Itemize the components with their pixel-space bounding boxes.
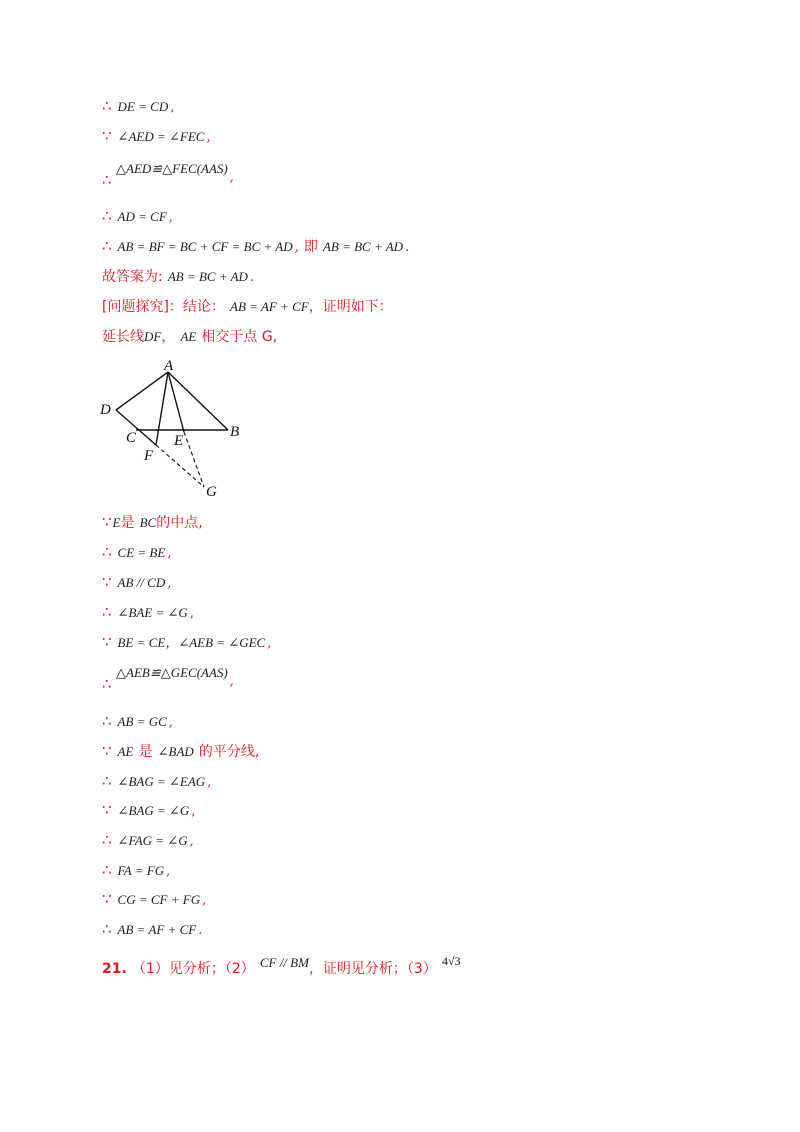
answer-math-1: CF // BM xyxy=(259,955,309,970)
math-expr: AB = GC xyxy=(117,714,167,729)
math-expr-2: AE xyxy=(180,329,197,344)
math-expr: ∠FAG = ∠G xyxy=(117,833,188,848)
line-10 xyxy=(102,542,171,562)
line-15 xyxy=(102,711,173,731)
section-heading: [问题探究]：结论： xyxy=(102,299,225,315)
label-g: G xyxy=(206,484,217,500)
therefore-symbol: ∴ xyxy=(102,237,112,255)
therefore-symbol: ∴ xyxy=(102,207,112,225)
line-5 xyxy=(102,236,409,256)
therefore-symbol: ∴ xyxy=(102,603,112,621)
punctuation: , xyxy=(267,636,272,651)
math-expr: CE = BE xyxy=(117,545,166,560)
label-d: D xyxy=(100,402,111,418)
geometry-figure xyxy=(96,352,266,502)
math-expr: ∠BAG = ∠EAG xyxy=(117,774,206,789)
line-4 xyxy=(102,206,173,226)
line-8 xyxy=(102,326,277,346)
question-number: 21. xyxy=(102,961,127,977)
line-11 xyxy=(102,572,171,592)
because-symbol: ∵ xyxy=(102,801,112,819)
punctuation: , xyxy=(189,834,194,849)
math-expr: ∠AED = ∠FEC xyxy=(117,129,205,144)
therefore-symbol: ∴ xyxy=(102,712,112,730)
therefore-symbol: ∴ xyxy=(102,543,112,561)
label-c: C xyxy=(126,430,137,446)
segment-af xyxy=(156,372,168,445)
math-expr: AB // CD xyxy=(117,575,166,590)
punctuation: , xyxy=(189,606,194,621)
punctuation-2: . xyxy=(405,240,410,255)
therefore-symbol: ∴ xyxy=(102,831,112,849)
text-after: ，证明如下： xyxy=(308,299,393,315)
therefore-symbol: ∴ xyxy=(102,861,112,879)
math-expr: FA = FG xyxy=(117,863,165,878)
line-7 xyxy=(102,296,393,316)
text-mid: 是 xyxy=(120,515,135,531)
because-symbol: ∵ xyxy=(102,890,112,908)
therefore-symbol: ∴ xyxy=(102,772,112,790)
label-b: B xyxy=(230,424,240,440)
label-a: A xyxy=(164,358,174,374)
punctuation: , xyxy=(168,715,173,730)
line-2 xyxy=(102,126,211,146)
math-expr: AB = BF = BC + CF = BC + AD xyxy=(117,239,293,254)
segment-ae xyxy=(168,372,184,432)
math-expr-2: BC xyxy=(139,515,157,530)
punctuation: , xyxy=(229,674,234,689)
line-9 xyxy=(102,512,203,532)
segment-ab xyxy=(168,372,228,430)
punctuation: , xyxy=(294,240,299,255)
line-20 xyxy=(102,860,170,880)
punctuation: . xyxy=(198,923,203,938)
math-reason: (AAS) xyxy=(196,665,228,680)
line-12 xyxy=(102,602,194,622)
line-17 xyxy=(102,771,211,791)
line-14-expr xyxy=(116,662,234,689)
line-16 xyxy=(102,741,259,761)
punctuation: , xyxy=(168,210,173,225)
punctuation: , xyxy=(170,100,175,115)
math-expr: ∠BAE = ∠G xyxy=(117,605,188,620)
therefore-symbol: ∴ xyxy=(102,97,112,115)
math-expr: DE = CD xyxy=(117,99,169,114)
math-expr: AB = AF + CF xyxy=(117,922,197,937)
text-before: 延长线 xyxy=(102,329,144,345)
punctuation: , xyxy=(207,775,212,790)
answer-math-2: 4√3 xyxy=(441,954,461,968)
text-ji: 即 xyxy=(303,239,318,255)
therefore-symbol: ∴ xyxy=(102,675,112,693)
math-expr: △AEB≌△GEC xyxy=(116,665,197,680)
because-symbol: ∵ xyxy=(102,127,112,145)
line-21 xyxy=(102,889,206,909)
label-e: E xyxy=(174,433,184,449)
math-expr: CG = CF + FG xyxy=(117,892,201,907)
line-3-sym xyxy=(102,170,118,190)
line-3-expr xyxy=(116,158,234,185)
line-18 xyxy=(102,800,195,820)
because-symbol: ∵ xyxy=(102,742,112,760)
punctuation: . xyxy=(249,270,255,285)
line-6 xyxy=(102,266,254,286)
math-expr: AE xyxy=(117,744,134,759)
text-mid: 是 xyxy=(138,744,153,760)
answer-part-1: （1）见分析；（2） xyxy=(131,961,255,977)
punctuation: , xyxy=(167,546,172,561)
punctuation: , xyxy=(167,576,172,591)
answer-part-2: ，证明见分析；（3） xyxy=(308,961,437,977)
math-expr-2: ∠BAD xyxy=(157,744,194,759)
text-mid: ， xyxy=(161,329,176,345)
math-expr: BE = CE，∠AEB = ∠GEC xyxy=(117,635,266,650)
punctuation: , xyxy=(202,893,207,908)
therefore-symbol: ∴ xyxy=(102,920,112,938)
label-f: F xyxy=(144,448,154,464)
line-22 xyxy=(102,919,202,939)
math-expr: AB = AF + CF xyxy=(230,299,309,314)
math-expr-2: AB = BC + AD xyxy=(322,239,404,254)
punctuation: , xyxy=(166,864,171,879)
because-symbol: ∵ xyxy=(102,573,112,591)
line-1 xyxy=(102,96,174,116)
line-13 xyxy=(102,632,271,652)
math-expr: △AED≌△FEC xyxy=(116,161,197,176)
punctuation: , xyxy=(206,130,211,145)
segment-ad xyxy=(116,372,168,410)
punctuation: , xyxy=(191,804,196,819)
answer-label: 故答案为: xyxy=(102,269,163,285)
answer-21 xyxy=(102,954,461,978)
math-expr: ∠BAG = ∠G xyxy=(117,803,190,818)
math-expr: E xyxy=(112,515,121,530)
text-after: 的平分线, xyxy=(198,744,260,760)
because-symbol: ∵ xyxy=(102,633,112,651)
math-reason: (AAS) xyxy=(196,161,228,176)
line-14-sym xyxy=(102,674,118,694)
math-expr: AD = CF xyxy=(117,209,167,224)
punctuation: , xyxy=(229,170,234,185)
therefore-symbol: ∴ xyxy=(102,171,112,189)
because-symbol: ∵ xyxy=(102,513,112,531)
math-expr: DF xyxy=(144,329,162,344)
math-expr: AB = BC + AD xyxy=(167,269,248,284)
line-19 xyxy=(102,830,194,850)
text-after: 相交于点 G, xyxy=(201,329,278,345)
text-after: 的中点, xyxy=(156,515,203,531)
